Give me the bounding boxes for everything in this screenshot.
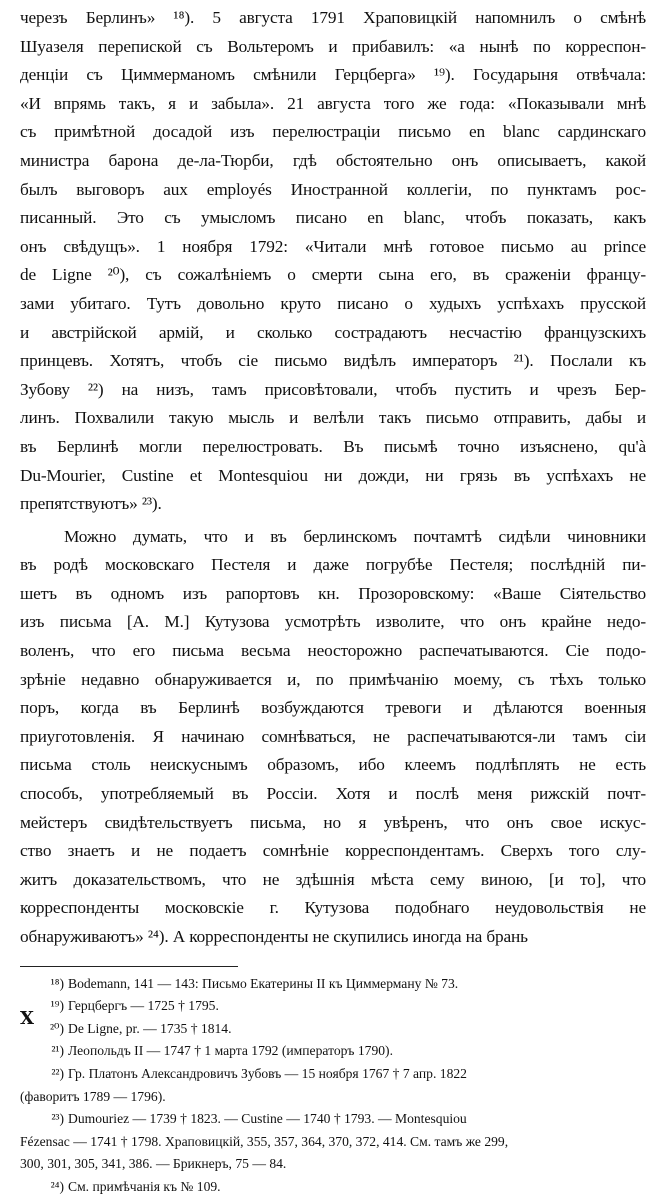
paragraph	[20, 4, 646, 519]
text-line: приуготовленія. Я начинаю сомнѣваться, не распечатываются-ли тамъ сіи	[20, 726, 646, 746]
footnote	[20, 1176, 646, 1199]
page-marker: X	[20, 1008, 34, 1029]
text-line: Зубову ²²) на низъ, тамъ присовѣтовали, чтобъ пустить и чрезъ Бер-	[20, 379, 646, 399]
text-line: зами убитаго. Тутъ довольно круто писано о худыхъ успѣхахъ прусской	[20, 293, 646, 313]
text-line: принцевъ. Хотятъ, чтобъ сіе письмо видѣлъ императоръ ²¹). Послали къ	[20, 351, 646, 371]
footnote	[20, 1108, 646, 1131]
footnote	[20, 995, 646, 1018]
footnote	[20, 1018, 646, 1041]
footnote-number: ²³)	[51, 1111, 64, 1127]
text-line: и австрійской армій, и сколько сострадаютъ несчастію французскихъ	[20, 322, 646, 342]
text-line: Можно думать, что и въ берлинскомъ почтамтѣ сидѣли чиновники	[64, 526, 646, 546]
footnote-text: De Ligne, pr. — 1735 † 1814.	[68, 1020, 232, 1036]
footnote-text: См. примѣчанія къ № 109.	[68, 1178, 221, 1194]
footnote	[20, 1086, 646, 1109]
footnote-text: Fézensac — 1741 † 1798. Храповицкій, 355, 357, 364, 370, 372, 414. См. тамъ же 299,	[20, 1133, 509, 1149]
text-line: письма столь неискуснымъ образомъ, ибо клеемъ подлѣплять не есть	[20, 755, 646, 775]
footnote-text: Гр. Платонъ Александровичъ Зубовъ — 15 ноября 1767 † 7 апр. 1822	[68, 1065, 467, 1081]
text-line: ство знаетъ и не подаетъ сомнѣніе корреспондентамъ. Сверхъ того слу-	[20, 841, 646, 861]
footnotes	[20, 973, 646, 1199]
text-line: шетъ въ одномъ изъ рапортовъ кн. Прозоровскому: «Ваше Сіятельство	[20, 583, 646, 603]
footnote-number: ²²)	[51, 1065, 64, 1081]
footnote	[20, 1131, 646, 1154]
text-line: былъ выговоръ aux employés Иностранной коллегіи, по пунктамъ рос-	[20, 179, 646, 199]
text-line: министра барона де-ла-Тюрби, гдѣ обстоятельно онъ описываетъ, какой	[20, 150, 646, 170]
footnote-text: Dumouriez — 1739 † 1823. — Custine — 1740 † 1793. — Montesquiou	[68, 1111, 467, 1127]
footnote	[20, 973, 646, 996]
footnote-number: ¹⁸)	[50, 975, 64, 991]
footnote-number: ²⁰)	[49, 1020, 64, 1036]
text-line: въ родѣ московскаго Пестеля и даже погрубѣе Пестеля; послѣдній пи-	[20, 555, 646, 575]
footnote-divider	[20, 966, 238, 967]
footnote-text: (фаворитъ 1789 — 1796).	[20, 1088, 166, 1104]
text-line: линъ. Похвалили такую мысль и велѣли такъ письмо отправить, дабы и	[20, 408, 646, 428]
footnote-text: Bodemann, 141 — 143: Письмо Екатерины II къ Циммерману № 73.	[68, 975, 459, 991]
text-line: воленъ, что его письма весьма неосторожно распечатываются. Сіе подо-	[20, 641, 646, 661]
text-line: обнаруживаютъ» ²⁴). А корреспонденты не скупились иногда на брань	[20, 927, 528, 946]
text-line: de Ligne ²⁰), съ сожалѣніемъ о смерти сына его, въ сраженіи францу-	[20, 265, 646, 285]
text-line: изъ письма [А. М.] Кутузова усмотрѣть изволите, что онъ крайне недо-	[20, 612, 646, 632]
footnote	[20, 1153, 646, 1176]
document-page	[20, 4, 646, 1199]
text-line: житъ доказательствомъ, что не здѣшнія мѣста сему виною, [и то], что	[20, 869, 646, 889]
footnote-text: Леопольдъ II — 1747 † 1 марта 1792 (императоръ 1790).	[68, 1043, 393, 1059]
text-line: Шуазеля перепиской съ Вольтеромъ и прибавилъ: «а нынѣ по корреспон-	[20, 36, 646, 56]
text-line: писанный. Это съ умысломъ писано en blanc, чтобъ показать, какъ	[20, 208, 646, 228]
text-line: мейстеръ свидѣтельствуетъ письма, но я увѣренъ, что онъ свое искус-	[20, 812, 646, 832]
text-line: «И впрямь такъ, я и забыла». 21 августа того же года: «Показывали мнѣ	[20, 93, 646, 113]
text-line: черезъ Берлинъ» ¹⁸). 5 августа 1791 Храповицкій напомнилъ о смѣнѣ	[20, 8, 646, 27]
footnote	[20, 1063, 646, 1086]
text-line: денціи съ Циммерманомъ смѣнили Герцберга» ¹⁹). Государыня отвѣчала:	[20, 65, 646, 85]
text-line: корреспонденты московскіе г. Кутузова подобнаго неудовольствія не	[20, 898, 646, 918]
footnote-number: ²¹)	[51, 1043, 64, 1059]
text-line: въ Берлинѣ могли перелюстровать. Въ письмѣ точно изъяснено, qu'à	[20, 436, 646, 456]
footnote-number: ¹⁹)	[50, 998, 64, 1014]
text-line: зрѣніе недавно обнаруживается и, по примѣчанію моему, съ тѣхъ только	[20, 669, 646, 689]
footnote-text: Герцбергъ — 1725 † 1795.	[68, 998, 219, 1014]
paragraph	[20, 523, 646, 952]
text-line: препятствуютъ» ²³).	[20, 494, 162, 514]
text-line: съ примѣтной досадой изъ перелюстраціи письмо en blanc сардинскаго	[20, 122, 646, 142]
footnote-number: ²⁴)	[50, 1178, 64, 1194]
text-line: онъ свѣдущъ». 1 ноября 1792: «Читали мнѣ готовое письмо au prince	[20, 236, 646, 256]
text-line: поръ, когда въ Берлинѣ возбуждаются тревоги и дѣлаются военныя	[20, 698, 646, 718]
text-line: способъ, употребляемый въ Россіи. Хотя и послѣ меня рижскій почт-	[20, 784, 646, 804]
text-line: Du-Mourier, Custine et Montesquiou ни дожди, ни грязь въ успѣхахъ не	[20, 465, 646, 485]
footnote-text: 300, 301, 305, 341, 386. — Брикнеръ, 75 — 84.	[20, 1156, 287, 1172]
main-text	[20, 4, 646, 952]
